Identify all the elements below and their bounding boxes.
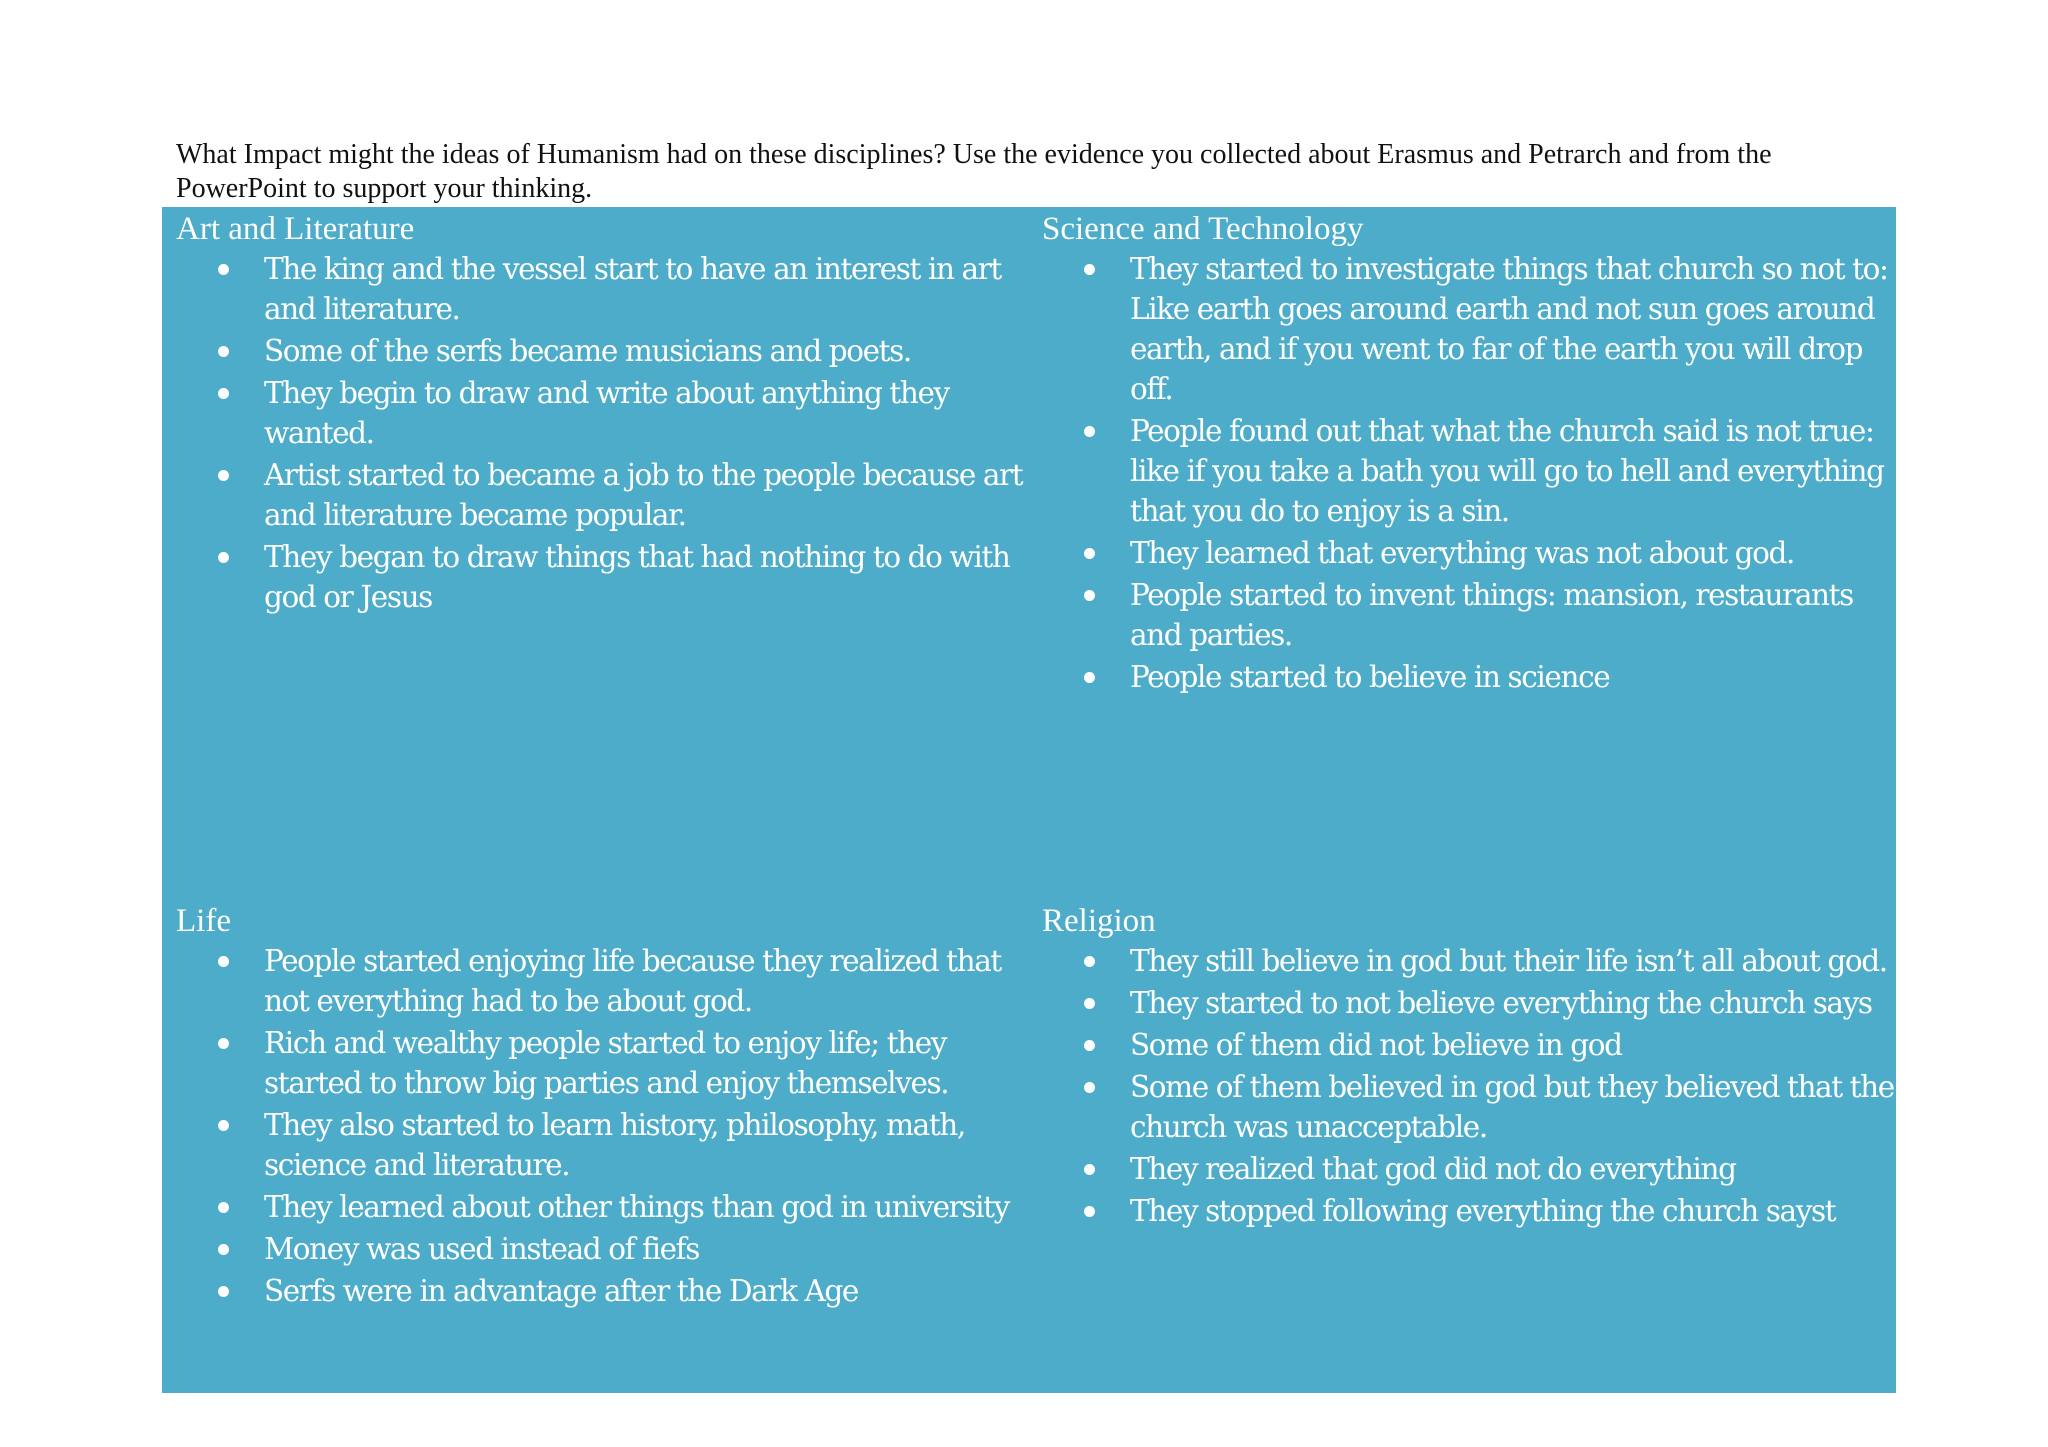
art-literature-heading: Art and Literature xyxy=(176,211,415,247)
bullet-icon xyxy=(1084,264,1095,275)
list-item: They learned that everything was not about god. xyxy=(1130,533,1900,573)
list-item: They realized that god did not do everything xyxy=(1130,1149,1900,1189)
religion-cell xyxy=(1028,899,1896,1393)
life-cell xyxy=(162,899,1028,1393)
list-item: They started to not believe everything the church says xyxy=(1130,983,1900,1023)
bullet-icon xyxy=(218,264,229,275)
religion-list xyxy=(1130,941,1900,1233)
bullet-icon xyxy=(218,1202,229,1213)
bullet-icon xyxy=(1084,548,1095,559)
list-item: They began to draw things that had nothing to do with god or Jesus xyxy=(264,537,1024,617)
bullet-icon xyxy=(218,470,229,481)
list-item: They stopped following everything the church sayst xyxy=(1130,1191,1900,1231)
bullet-icon xyxy=(1084,956,1095,967)
bullet-icon xyxy=(218,552,229,563)
bullet-icon xyxy=(1084,1082,1095,1093)
bullet-icon xyxy=(218,956,229,967)
bullet-icon xyxy=(1084,426,1095,437)
bullet-icon xyxy=(1084,1206,1095,1217)
art-literature-cell xyxy=(162,207,1028,899)
life-list xyxy=(264,941,1034,1313)
list-item: Rich and wealthy people started to enjoy life; they started to throw big parties and enjoy themselves. xyxy=(264,1023,1034,1103)
list-item: They also started to learn history, philosophy, math, science and literature. xyxy=(264,1105,1034,1185)
list-item: People started to invent things: mansion, restaurants and parties. xyxy=(1130,575,1900,655)
science-technology-cell xyxy=(1028,207,1896,899)
list-item: Money was used instead of fiefs xyxy=(264,1229,1034,1269)
discipline-table xyxy=(162,207,1896,1393)
list-item: Some of them did not believe in god xyxy=(1130,1025,1900,1065)
science-technology-list xyxy=(1130,249,1900,699)
list-item: They still believe in god but their life isn’t all about god. xyxy=(1130,941,1900,981)
science-technology-heading: Science and Technology xyxy=(1042,211,1364,247)
bullet-icon xyxy=(218,1120,229,1131)
list-item: People started to believe in science xyxy=(1130,657,1900,697)
life-heading: Life xyxy=(176,903,231,939)
bullet-icon xyxy=(1084,1164,1095,1175)
art-literature-list xyxy=(264,249,1024,619)
list-item: They learned about other things than god in university xyxy=(264,1187,1034,1227)
bullet-icon xyxy=(1084,672,1095,683)
list-item: Some of the serfs became musicians and poets. xyxy=(264,331,1024,371)
list-item: The king and the vessel start to have an interest in art and literature. xyxy=(264,249,1024,329)
bullet-icon xyxy=(1084,590,1095,601)
bullet-icon xyxy=(1084,1040,1095,1051)
bullet-icon xyxy=(218,346,229,357)
bullet-icon xyxy=(218,1286,229,1297)
list-item: Artist started to became a job to the people because art and literature became popular. xyxy=(264,455,1024,535)
bullet-icon xyxy=(218,388,229,399)
religion-heading: Religion xyxy=(1042,903,1156,939)
list-item: Some of them believed in god but they believed that the church was unacceptable. xyxy=(1130,1067,1900,1147)
bullet-icon xyxy=(218,1038,229,1049)
list-item: People started enjoying life because they realized that not everything had to be about god. xyxy=(264,941,1034,1021)
bullet-icon xyxy=(218,1244,229,1255)
list-item: Serfs were in advantage after the Dark Age xyxy=(264,1271,1034,1311)
worksheet-prompt: What Impact might the ideas of Humanism had on these disciplines? Use the evidence you collected about Erasmus and Petrarch and from the PowerPoint to support your thinking. xyxy=(176,139,1772,204)
list-item: People found out that what the church said is not true: like if you take a bath you will go to hell and everything that you do to enjoy is a sin. xyxy=(1130,411,1900,531)
list-item: They started to investigate things that church so not to: Like earth goes around earth and not sun goes around earth, and if you went to far of the earth you will drop off. xyxy=(1130,249,1900,409)
bullet-icon xyxy=(1084,998,1095,1009)
list-item: They begin to draw and write about anything they wanted. xyxy=(264,373,1024,453)
